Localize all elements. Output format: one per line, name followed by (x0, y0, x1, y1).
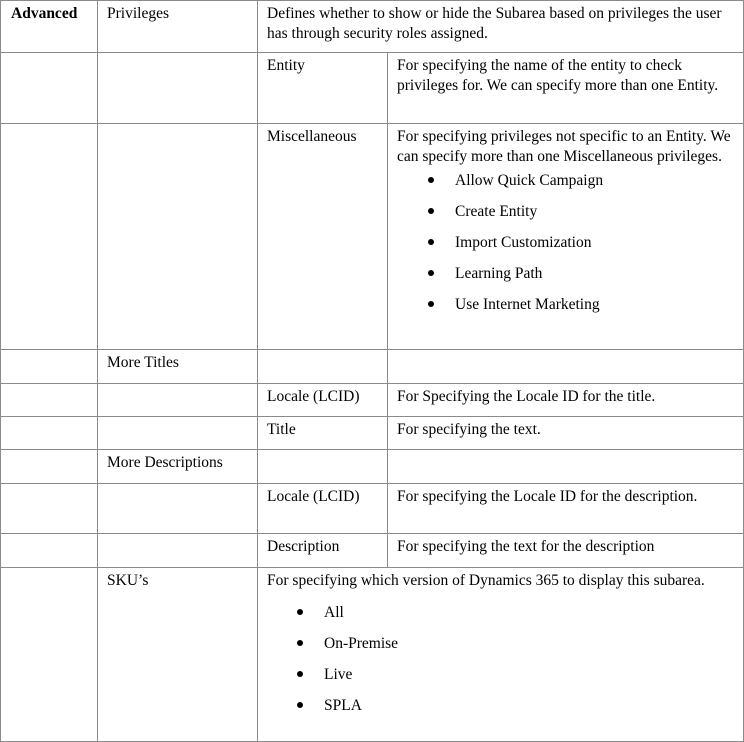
list-item: Import Customization (397, 233, 734, 252)
bullet-icon (428, 177, 434, 183)
empty-cell (387, 349, 744, 384)
list-item: Live (267, 665, 734, 684)
bullet-icon (297, 640, 303, 646)
bullet-icon (428, 239, 434, 245)
property-description-title-locale: For Specifying the Locale ID for the title. (387, 383, 744, 417)
bullet-icon (428, 270, 434, 276)
property-name-miscellaneous: Miscellaneous (257, 123, 388, 350)
empty-cell (0, 52, 98, 124)
property-description-description-locale: For specifying the Locale ID for the description. (387, 483, 744, 534)
empty-cell (0, 483, 98, 534)
empty-cell (257, 349, 388, 384)
property-name-more-descriptions: More Descriptions (97, 449, 258, 484)
skus-description-text: For specifying which version of Dynamics 365 to display this subarea. (267, 572, 705, 589)
bullet-icon (428, 208, 434, 214)
empty-cell (0, 567, 98, 742)
empty-cell (97, 52, 258, 124)
skus-list (267, 603, 734, 715)
miscellaneous-description-text: For specifying privileges not specific to an Entity. We can specify more than one Miscellaneous privileges. (397, 128, 731, 165)
bullet-icon (428, 301, 434, 307)
empty-cell (0, 416, 98, 450)
bullet-icon (297, 671, 303, 677)
list-item: Use Internet Marketing (397, 295, 734, 314)
list-item: Learning Path (397, 264, 734, 283)
empty-cell (0, 383, 98, 417)
property-name-privileges: Privileges (97, 0, 258, 53)
property-description-description: For specifying the text for the description (387, 533, 744, 568)
list-item: SPLA (267, 696, 734, 715)
empty-cell (97, 383, 258, 417)
section-label: Advanced (0, 0, 98, 53)
list-item: Allow Quick Campaign (397, 171, 734, 190)
property-name-skus: SKU’s (97, 567, 258, 742)
empty-cell (387, 449, 744, 484)
property-description-entity: For specifying the name of the entity to check privileges for. We can specify more than one Entity. (387, 52, 744, 124)
property-description-miscellaneous (387, 123, 744, 350)
miscellaneous-privileges-list (397, 171, 734, 314)
empty-cell (0, 449, 98, 484)
property-description-title: For specifying the text. (387, 416, 744, 450)
empty-cell (0, 533, 98, 568)
empty-cell (257, 449, 388, 484)
empty-cell (97, 123, 258, 350)
list-item: On-Premise (267, 634, 734, 653)
property-name-description-locale: Locale (LCID) (257, 483, 388, 534)
empty-cell (97, 416, 258, 450)
empty-cell (97, 533, 258, 568)
property-name-title-locale: Locale (LCID) (257, 383, 388, 417)
bullet-icon (297, 702, 303, 708)
property-name-entity: Entity (257, 52, 388, 124)
property-description-skus (257, 567, 744, 742)
property-description-privileges: Defines whether to show or hide the Subarea based on privileges the user has through security roles assigned. (257, 0, 744, 53)
bullet-icon (297, 609, 303, 615)
property-name-description: Description (257, 533, 388, 568)
property-name-more-titles: More Titles (97, 349, 258, 384)
list-item: All (267, 603, 734, 622)
list-item: Create Entity (397, 202, 734, 221)
empty-cell (0, 349, 98, 384)
empty-cell (0, 123, 98, 350)
empty-cell (97, 483, 258, 534)
property-name-title: Title (257, 416, 388, 450)
